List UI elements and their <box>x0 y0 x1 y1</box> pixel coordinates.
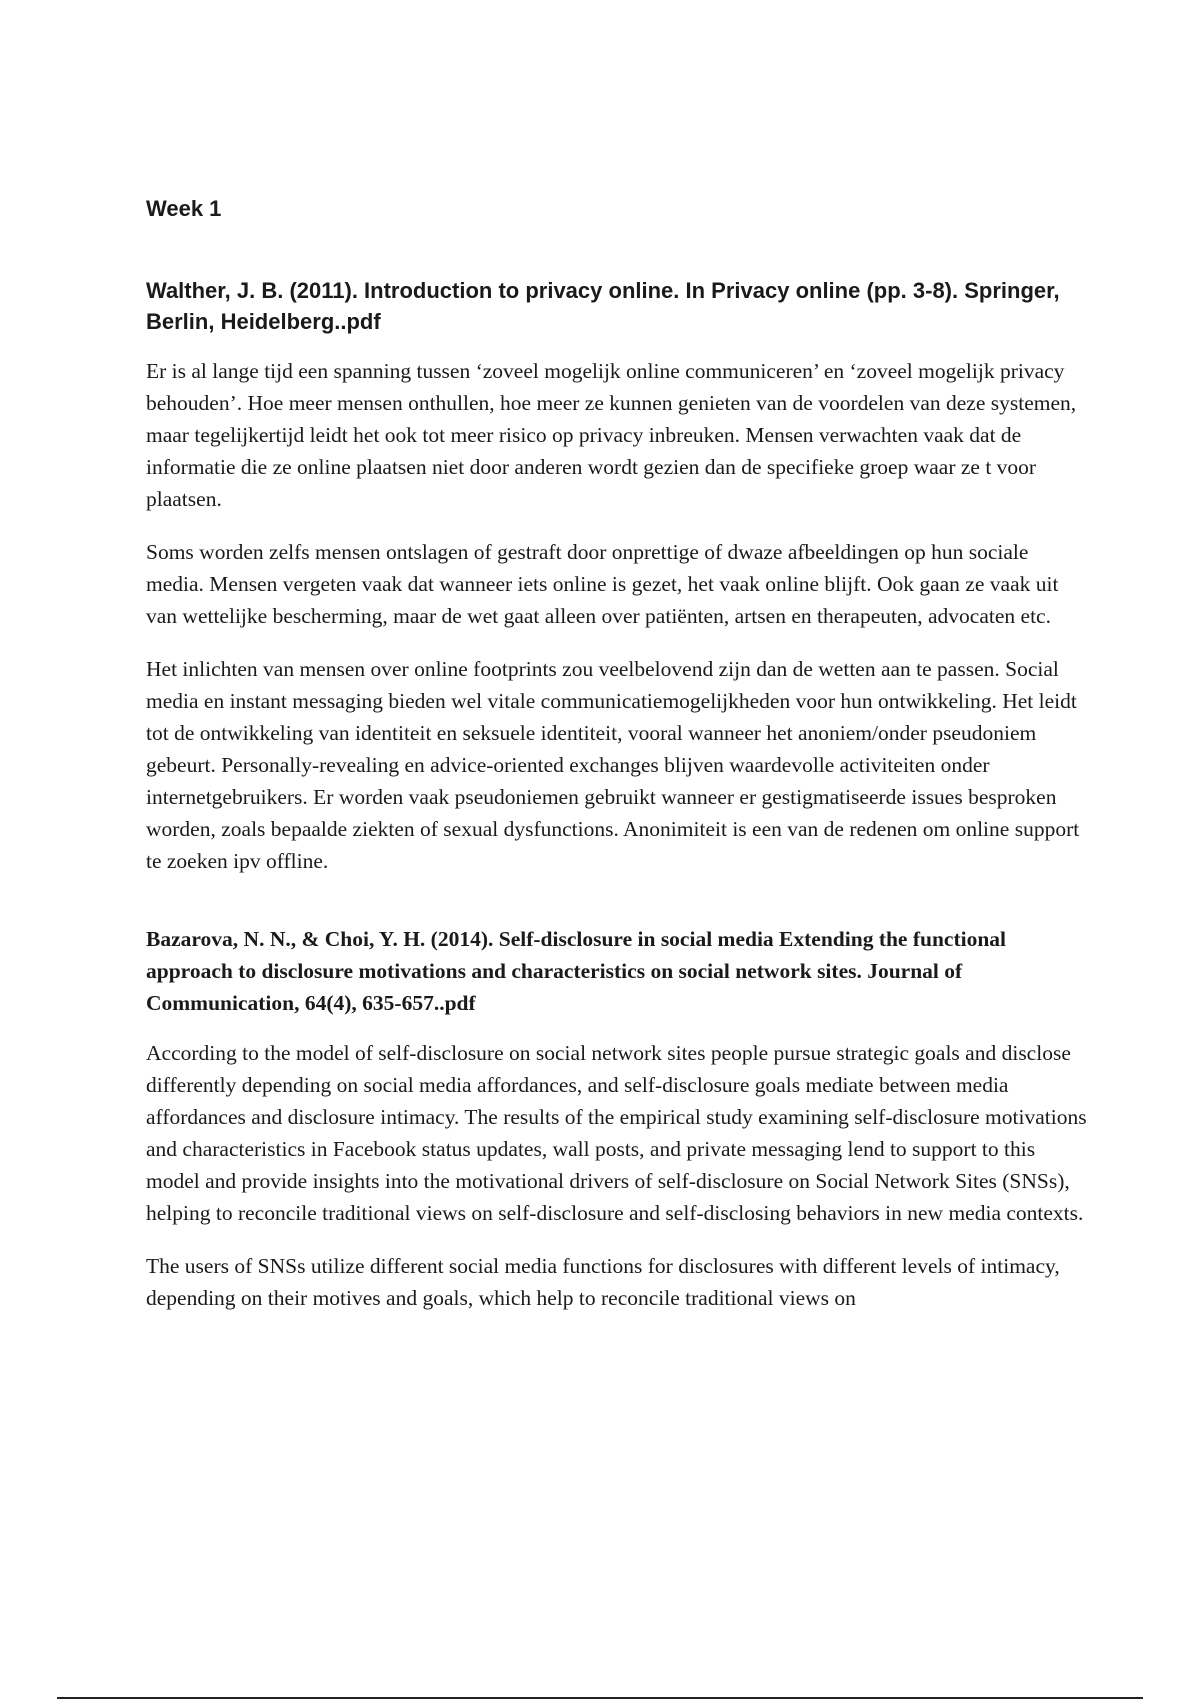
paragraph: According to the model of self-disclosure on social network sites people pursue strategic goals and disclose differently depending on social media affordances, and self-disclosure goals mediate between media affordances and disclosure intimacy. The results of the empirical study examining self-disclosure motivations and characteristics in Facebook status updates, wall posts, and private messaging lend to support to this model and provide insights into the motivational drivers of self-disclosure on Social Network Sites (SNSs), helping to reconcile traditional views on self-disclosure and self-disclosing behaviors in new media contexts. <box>146 1041 1087 1225</box>
reference-heading: Bazarova, N. N., & Choi, Y. H. (2014). Self-disclosure in social media Extending the functional approach to disclosure motivations and characteristics on social network sites. Journal of Communication, 64(4), 635-657..pdf <box>146 927 1007 1015</box>
section-walther <box>146 275 1090 877</box>
paragraph: The users of SNSs utilize different social media functions for disclosures with different levels of intimacy, depending on their motives and goals, which help to reconcile traditional views on <box>146 1254 1060 1310</box>
paragraph: Soms worden zelfs mensen ontslagen of gestraft door onprettige of dwaze afbeeldingen op hun sociale media. Mensen vergeten vaak dat wanneer iets online is gezet, het vaak online blijft. Ook gaan ze vaak uit van wettelijke bescherming, maar de wet gaat alleen over patiënten, artsen en therapeuten, advocaten etc. <box>146 540 1059 628</box>
paragraph: Het inlichten van mensen over online footprints zou veelbelovend zijn dan de wetten aan te passen. Social media en instant messaging bieden wel vitale communicatiemogelijkheden voor hun ontwikkeling. Het leidt tot de ontwikkeling van identiteit en seksuele identiteit, vooral wanneer het anoniem/onder pseudoniem gebeurt. Personally-revealing en advice-oriented exchanges blijven waardevolle activiteiten onder internetgebruikers. Er worden vaak pseudoniemen gebruikt wanneer er gestigmatiseerde issues besproken worden, zoals bepaalde ziekten of sexual dysfunctions. Anonimiteit is een van de redenen om online support te zoeken ipv offline. <box>146 657 1080 873</box>
paragraph: Er is al lange tijd een spanning tussen ‘zoveel mogelijk online communiceren’ en ‘zoveel mogelijk privacy behouden’. Hoe meer mensen onthullen, hoe meer ze kunnen genieten van de voordelen van deze systemen, maar tegelijkertijd leidt het ook tot meer risico op privacy inbreuken. Mensen verwachten vaak dat de informatie die ze online plaatsen niet door anderen wordt gezien dan de specifieke groep waar ze t voor plaatsen. <box>146 359 1077 511</box>
week-heading: Week 1 <box>146 196 222 221</box>
footer-divider <box>57 1697 1143 1699</box>
reference-heading: Walther, J. B. (2011). Introduction to privacy online. In Privacy online (pp. 3-8). Springer, Berlin, Heidelberg..pdf <box>146 278 1060 334</box>
section-bazarova-choi <box>146 923 1090 1314</box>
